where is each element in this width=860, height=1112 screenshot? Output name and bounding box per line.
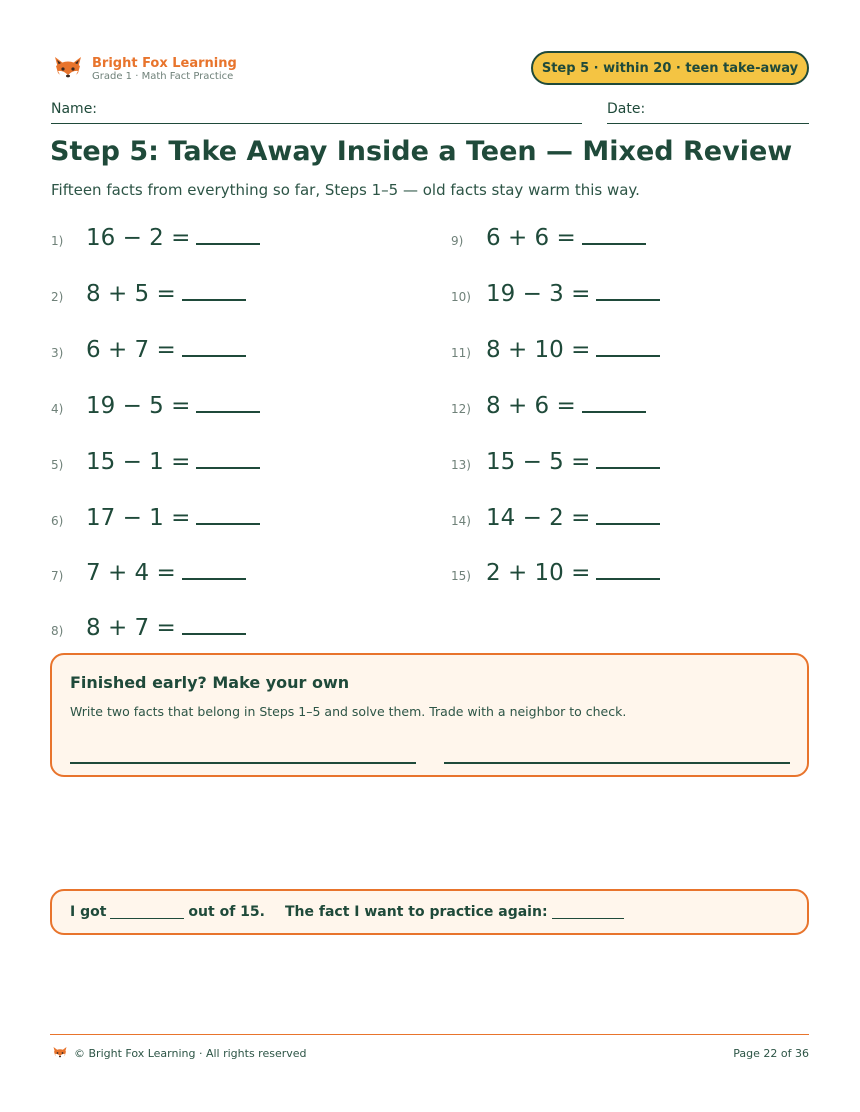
problem-11 xyxy=(451,337,660,367)
extension-title: Finished early? Make your own xyxy=(70,673,350,692)
page-number: Page 22 of 36 xyxy=(733,1047,809,1060)
brand-name: Bright Fox Learning xyxy=(92,55,237,71)
problem-expression: 8 + 10 = xyxy=(486,337,591,363)
answer-blank[interactable] xyxy=(582,242,646,245)
answer-blank[interactable] xyxy=(182,577,246,580)
page-subtitle: Fifteen facts from everything so far, Steps 1–5 — old facts stay warm this way. xyxy=(51,181,640,199)
problem-expression: 15 − 1 = xyxy=(86,449,191,475)
fox-head-icon xyxy=(52,53,84,85)
problem-expression: 19 − 5 = xyxy=(86,393,191,419)
problem-expression: 8 + 7 = xyxy=(86,615,176,641)
problem-number: 11) xyxy=(451,346,471,360)
problem-13 xyxy=(451,449,660,479)
answer-blank[interactable] xyxy=(596,522,660,525)
answer-blank[interactable] xyxy=(196,522,260,525)
practice-blank[interactable] xyxy=(552,906,624,919)
problem-number: 14) xyxy=(451,514,471,528)
problem-number: 15) xyxy=(451,569,471,583)
problem-number: 7) xyxy=(51,569,64,583)
answer-blank[interactable] xyxy=(182,354,246,357)
problem-3 xyxy=(51,337,246,367)
problem-8 xyxy=(51,615,246,645)
answer-blank[interactable] xyxy=(596,466,660,469)
problem-expression: 14 − 2 = xyxy=(486,505,591,531)
problem-number: 12) xyxy=(451,402,471,416)
problem-expression: 17 − 1 = xyxy=(86,505,191,531)
answer-blank[interactable] xyxy=(196,242,260,245)
problem-number: 3) xyxy=(51,346,64,360)
problem-expression: 6 + 7 = xyxy=(86,337,176,363)
date-line xyxy=(607,123,809,124)
problem-number: 6) xyxy=(51,514,64,528)
brand-subtitle: Grade 1 · Math Fact Practice xyxy=(92,70,234,82)
problem-5 xyxy=(51,449,260,479)
practice-label: The fact I want to practice again: xyxy=(284,904,548,920)
brand xyxy=(52,53,237,85)
problem-9 xyxy=(451,225,646,255)
answer-blank[interactable] xyxy=(196,410,260,413)
answer-blank[interactable] xyxy=(596,298,660,301)
extension-box xyxy=(50,653,809,777)
problem-expression: 8 + 5 = xyxy=(86,281,176,307)
own-fact-line-2[interactable] xyxy=(444,762,790,764)
answer-blank[interactable] xyxy=(182,298,246,301)
problem-number: 10) xyxy=(451,290,471,304)
date-label: Date: xyxy=(607,101,646,117)
answer-blank[interactable] xyxy=(196,466,260,469)
score-box xyxy=(50,889,809,935)
fox-head-icon xyxy=(52,1045,68,1061)
problem-number: 2) xyxy=(51,290,64,304)
problem-12 xyxy=(451,393,646,423)
name-label: Name: xyxy=(51,101,98,117)
score-blank[interactable] xyxy=(110,906,184,919)
name-line xyxy=(51,123,582,124)
problem-number: 4) xyxy=(51,402,64,416)
footer-rule xyxy=(50,1034,809,1035)
problem-1 xyxy=(51,225,260,255)
page-title: Step 5: Take Away Inside a Teen — Mixed Review xyxy=(50,136,793,167)
problem-6 xyxy=(51,505,260,535)
problem-expression: 7 + 4 = xyxy=(86,560,176,586)
problem-number: 1) xyxy=(51,234,64,248)
step-badge: Step 5 · within 20 · teen take-away xyxy=(531,51,809,85)
own-fact-line-1[interactable] xyxy=(70,762,416,764)
problem-15 xyxy=(451,560,660,590)
problem-14 xyxy=(451,505,660,535)
problem-expression: 8 + 6 = xyxy=(486,393,576,419)
problem-7 xyxy=(51,560,246,590)
answer-blank[interactable] xyxy=(182,632,246,635)
answer-blank[interactable] xyxy=(596,354,660,357)
extension-text: Write two facts that belong in Steps 1–5 and solve them. Trade with a neighbor to check. xyxy=(70,704,627,719)
problem-10 xyxy=(451,281,660,311)
problem-expression: 6 + 6 = xyxy=(486,225,576,251)
answer-blank[interactable] xyxy=(582,410,646,413)
problem-2 xyxy=(51,281,246,311)
problem-expression: 19 − 3 = xyxy=(486,281,591,307)
score-out-of-label: out of 15. xyxy=(188,904,265,920)
score-got-label: I got xyxy=(70,904,107,920)
problem-number: 13) xyxy=(451,458,471,472)
problem-number: 8) xyxy=(51,624,64,638)
footer-left xyxy=(52,1045,307,1061)
problem-expression: 16 − 2 = xyxy=(86,225,191,251)
footer-copyright: © Bright Fox Learning · All rights reserved xyxy=(74,1046,307,1060)
problem-expression: 15 − 5 = xyxy=(486,449,591,475)
problem-number: 9) xyxy=(451,234,464,248)
answer-blank[interactable] xyxy=(596,577,660,580)
problem-number: 5) xyxy=(51,458,64,472)
problem-4 xyxy=(51,393,260,423)
problem-expression: 2 + 10 = xyxy=(486,560,591,586)
